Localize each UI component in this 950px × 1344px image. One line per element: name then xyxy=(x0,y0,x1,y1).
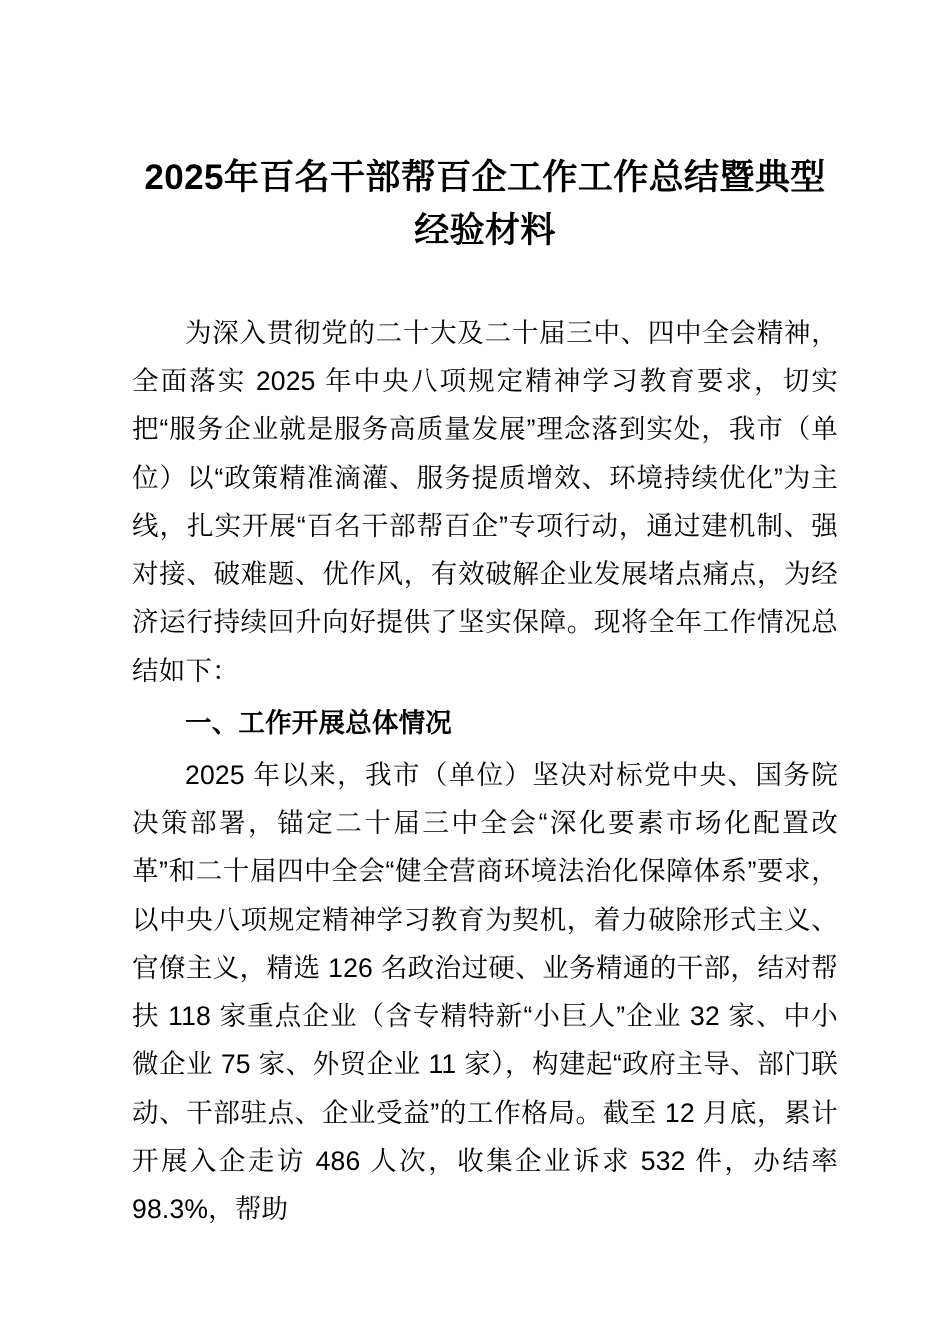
section-heading-1: 一、工作开展总体情况 xyxy=(185,707,452,738)
paragraph-intro: 为深入贯彻党的二十大及二十届三中、四中全会精神，全面落实 2025 年中央八项规定精神学习教育要求，切实把“服务企业就是服务高质量发展”理念落到实处，我市（单位）以“政策精准滴灌、服务提质增效、环境持续优化”为主线，扎实开展“百名干部帮百企”专项行动，通过建机制、强对接、破难题、优作风，有效破解企业发展堵点痛点，为经济运行持续回升向好提供了坚实保障。现将全年工作情况总结如下： xyxy=(132,318,838,686)
paragraph-section-1-body: 2025 年以来，我市（单位）坚决对标党中央、国务院决策部署，锚定二十届三中全会“深化要素市场化配置改革”和二十届四中全会“健全营商环境法治化保障体系”要求，以中央八项规定精神学习教育为契机，着力破除形式主义、官僚主义，精选 126 名政治过硬、业务精通的干部，结对帮扶 118 家重点企业（含专精特新“小巨人”企业 32 家、中小微企业 75 家、外贸企业 11 家），构建起“政府主导、部门联动、干部驻点、企业受益”的工作格局。截至 12 月底，累计开展入企走访 486 人次，收集企业诉求 532 件，办结率 98.3%，帮助 xyxy=(132,759,838,1224)
page-title: 2025年百名干部帮百企工作工作总结暨典型经验材料 xyxy=(144,158,826,250)
